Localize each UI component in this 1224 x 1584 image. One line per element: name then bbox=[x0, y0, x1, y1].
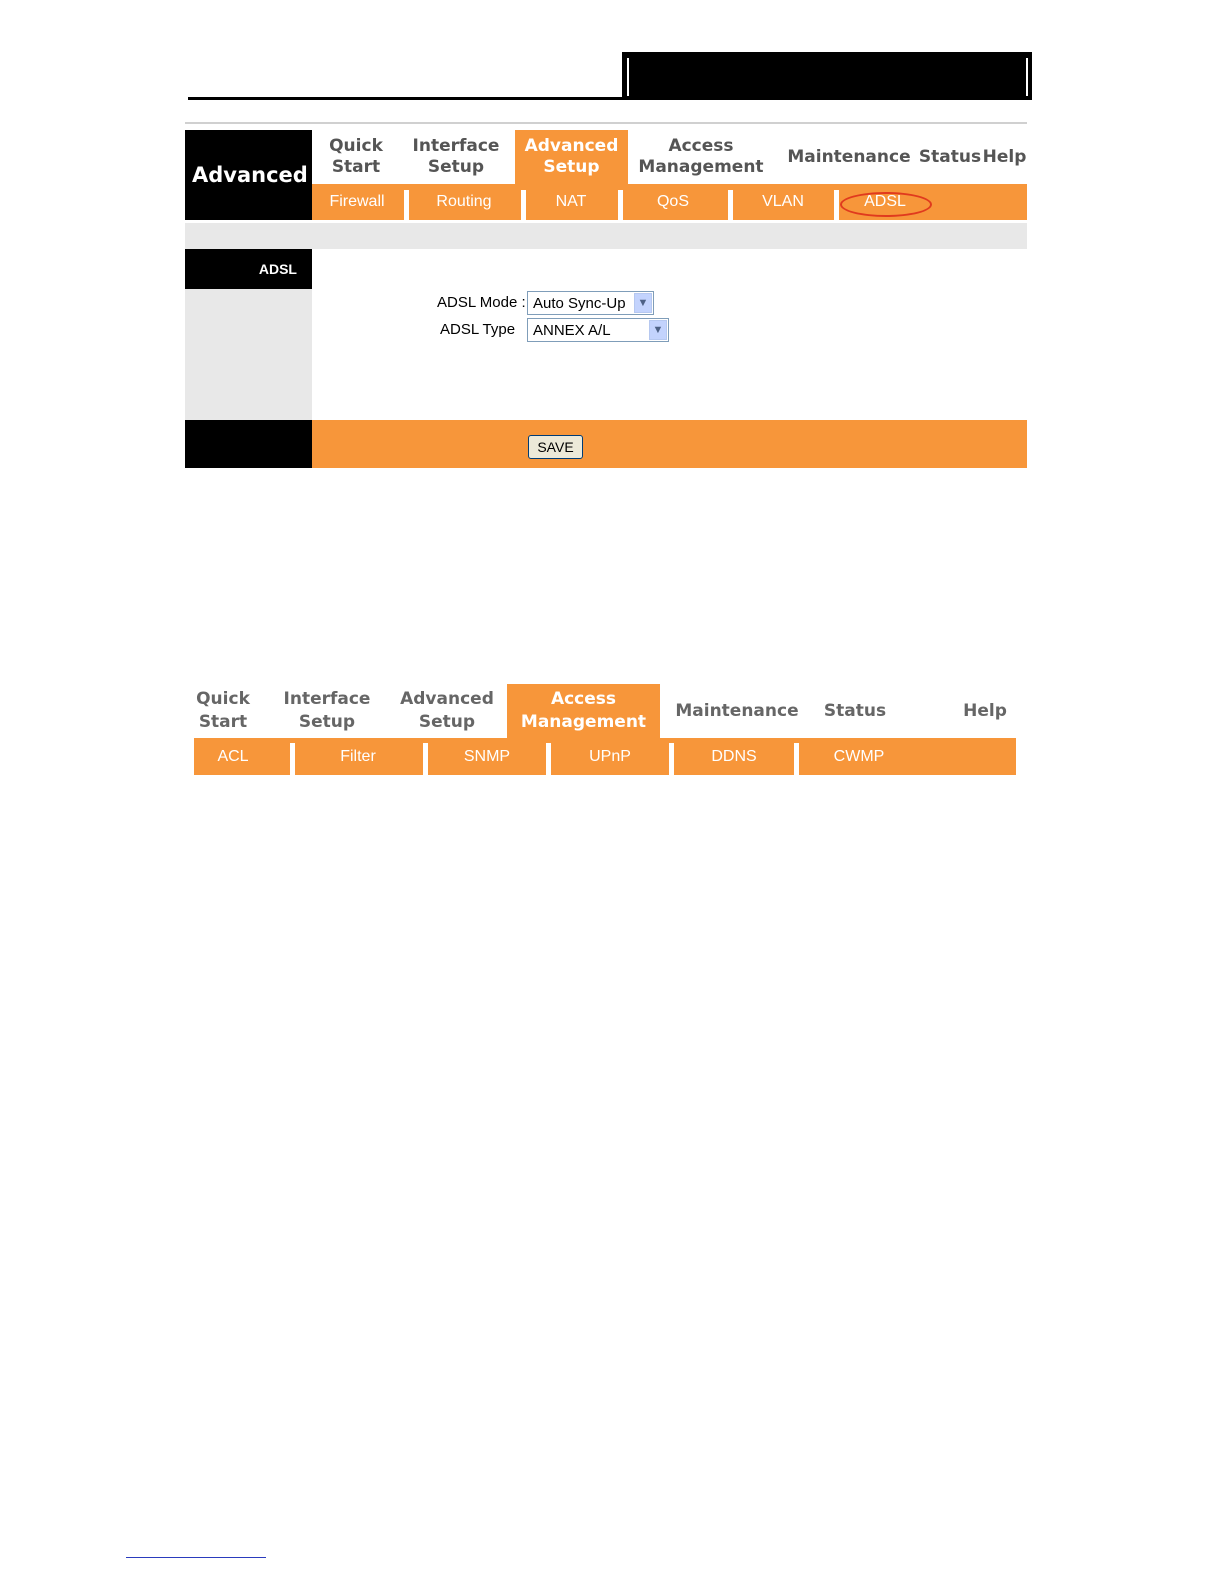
submenu-separator bbox=[728, 190, 733, 220]
adsl-mode-select[interactable] bbox=[527, 291, 654, 315]
tab-advanced-setup[interactable]: Advanced Setup bbox=[400, 689, 494, 732]
main-menu-2 bbox=[194, 684, 1016, 738]
submenu-snmp[interactable]: SNMP bbox=[463, 747, 511, 765]
submenu-qos[interactable]: QoS bbox=[656, 193, 689, 210]
section-label: ADSL bbox=[185, 249, 312, 289]
adsl-mode-label: ADSL Mode : bbox=[437, 294, 526, 311]
footer-link-underline bbox=[126, 1557, 266, 1558]
adsl-type-select[interactable] bbox=[527, 318, 669, 342]
header-rule bbox=[188, 97, 624, 100]
adsl-type-value: ANNEX A/L bbox=[533, 321, 611, 339]
footer-black-block bbox=[185, 420, 312, 468]
footer-bar bbox=[312, 420, 1027, 468]
tab-quick-start[interactable]: Quick Start bbox=[329, 136, 383, 177]
tab-status[interactable]: Status bbox=[823, 700, 887, 721]
tab-maintenance[interactable]: Maintenance bbox=[675, 700, 799, 721]
tab-help[interactable]: Help bbox=[963, 700, 1007, 721]
sidebar-gray bbox=[185, 289, 312, 420]
submenu-filter[interactable]: Filter bbox=[340, 747, 376, 765]
header-box-left-line bbox=[627, 58, 629, 96]
tab-help[interactable]: Help bbox=[982, 146, 1027, 167]
content-top-band bbox=[185, 223, 1027, 249]
tab-advanced-setup[interactable]: Advanced Setup bbox=[515, 130, 628, 184]
submenu-firewall[interactable]: Firewall bbox=[329, 193, 385, 210]
chevron-down-icon[interactable]: ▼ bbox=[649, 320, 667, 340]
tab-interface-setup[interactable]: Interface Setup bbox=[412, 136, 500, 177]
header-black-box bbox=[622, 52, 1032, 100]
submenu-adsl[interactable]: ADSL bbox=[864, 193, 906, 210]
submenu-vlan[interactable]: VLAN bbox=[762, 193, 804, 210]
submenu-nat[interactable]: NAT bbox=[555, 193, 587, 210]
submenu-separator bbox=[834, 190, 839, 220]
tab-maintenance[interactable]: Maintenance bbox=[787, 146, 911, 167]
submenu-separator bbox=[404, 190, 409, 220]
tab-status[interactable]: Status bbox=[918, 146, 982, 167]
adsl-mode-value: Auto Sync-Up bbox=[533, 294, 626, 312]
tab-access-management[interactable]: Access Management bbox=[507, 684, 660, 738]
submenu-acl[interactable]: ACL bbox=[217, 747, 249, 765]
submenu-routing[interactable]: Routing bbox=[436, 193, 492, 210]
brand-title: Advanced bbox=[185, 130, 312, 220]
submenu-cwmp[interactable]: CWMP bbox=[833, 747, 885, 765]
adsl-type-label: ADSL Type bbox=[440, 321, 516, 338]
tab-quick-start[interactable]: Quick Start bbox=[196, 689, 250, 732]
submenu-ddns[interactable]: DDNS bbox=[711, 747, 757, 765]
tab-access-management[interactable]: Access Management bbox=[638, 136, 764, 177]
submenu-upnp[interactable]: UPnP bbox=[589, 747, 631, 765]
submenu-separator bbox=[521, 190, 526, 220]
screenshot-top-rule bbox=[185, 122, 1027, 124]
header-box-right-line bbox=[1026, 58, 1028, 96]
tab-interface-setup[interactable]: Interface Setup bbox=[283, 689, 371, 732]
adsl-highlight-circle bbox=[840, 192, 932, 217]
submenu-2 bbox=[194, 738, 1016, 775]
main-menu-1 bbox=[312, 130, 1027, 184]
chevron-down-icon[interactable]: ▼ bbox=[634, 293, 652, 313]
save-button[interactable]: SAVE bbox=[528, 435, 583, 459]
submenu-separator bbox=[618, 190, 623, 220]
